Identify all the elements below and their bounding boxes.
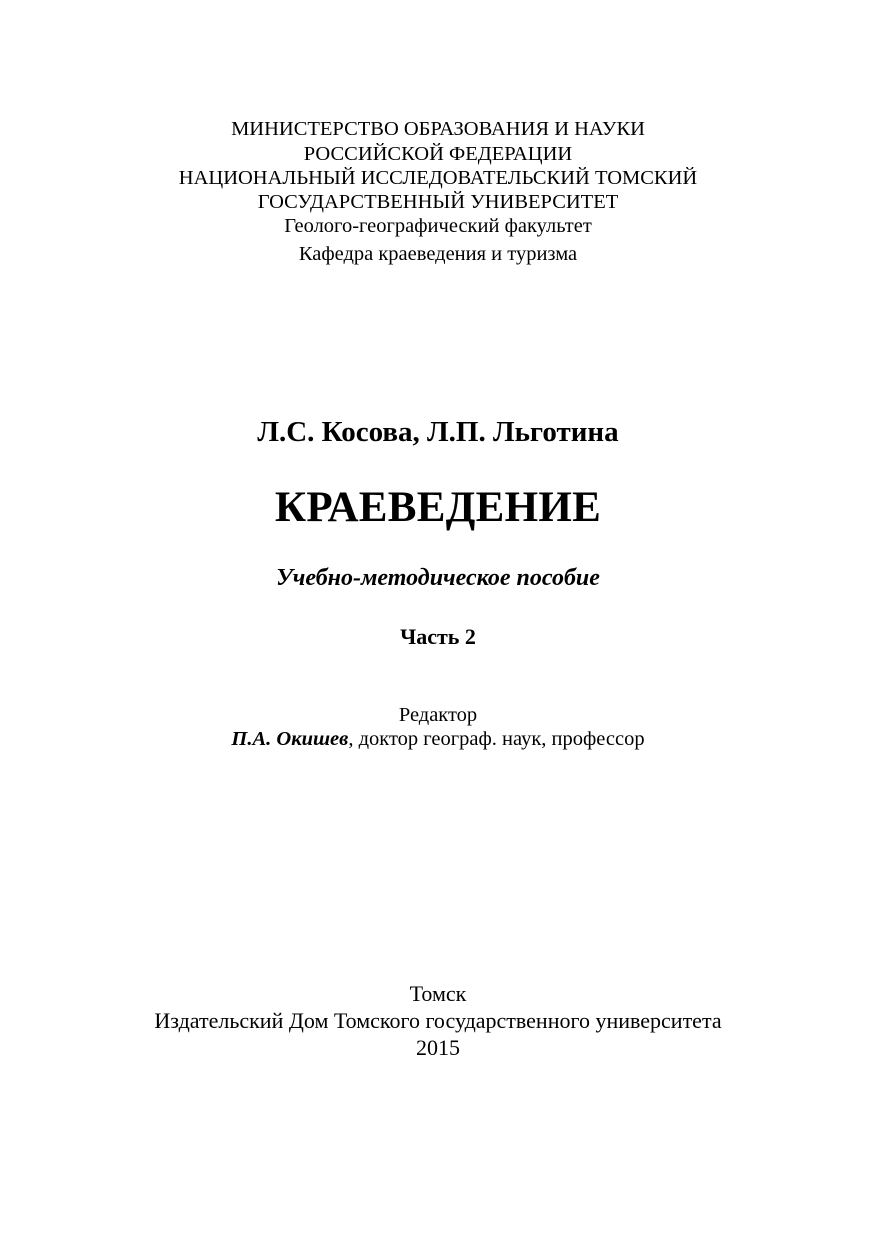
department-name: Кафедра краеведения и туризма xyxy=(298,243,578,265)
imprint-city: Томск xyxy=(409,981,467,1006)
editor-line xyxy=(0,729,876,750)
ministry-line-2: РОССИЙСКОЙ ФЕДЕРАЦИИ xyxy=(303,143,573,165)
book-subtitle: Учебно-методическое пособие xyxy=(276,565,600,591)
university-line-2: ГОСУДАРСТВЕННЫЙ УНИВЕРСИТЕТ xyxy=(257,191,619,213)
ministry-line-1: МИНИСТЕРСТВО ОБРАЗОВАНИЯ И НАУКИ xyxy=(231,118,645,140)
authors: Л.С. Косова, Л.П. Льготина xyxy=(257,416,619,448)
imprint-publisher: Издательский Дом Томского государственного университета xyxy=(154,1008,722,1033)
faculty-name: Геолого-географический факультет xyxy=(284,215,592,237)
university-line-1: НАЦИОНАЛЬНЫЙ ИССЛЕДОВАТЕЛЬСКИЙ ТОМСКИЙ xyxy=(178,167,698,189)
editor-credentials: , доктор географ. наук, профессор xyxy=(348,728,645,750)
imprint-year: 2015 xyxy=(416,1035,460,1060)
editor-label: Редактор xyxy=(398,704,478,726)
book-title: КРАЕВЕДЕНИЕ xyxy=(274,484,602,531)
editor-name: П.А. Окишев xyxy=(231,728,349,750)
part-number: Часть 2 xyxy=(400,624,476,649)
